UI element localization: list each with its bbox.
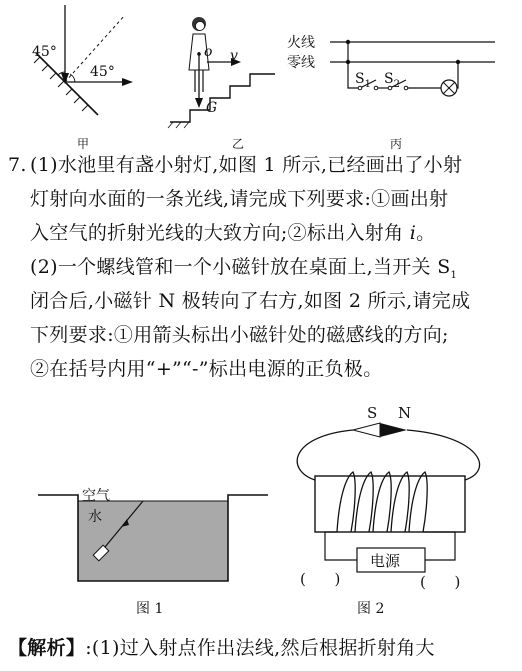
caption-yi: 乙: [232, 137, 245, 151]
figure-2-left-paren: ( ): [300, 570, 341, 588]
bing-live-wire-label: 火线: [287, 35, 315, 51]
figure-jia: [30, 5, 180, 115]
jia-angle1: 45°: [32, 44, 57, 60]
question-line-4: (2)一个螺线管和一个小磁针放在桌面上,当开关 $S_1$: [30, 256, 458, 281]
figure-yi: [165, 12, 295, 132]
figure-2-s-label: S: [367, 404, 378, 422]
analysis-text: :(1)过入射点作出法线,然后根据折射角大: [85, 637, 435, 659]
figure-2-caption: 图 2: [357, 601, 385, 617]
figure-1-water-label: 水: [88, 509, 102, 525]
caption-jia: 甲: [77, 137, 90, 151]
bing-neutral-wire-label: 零线: [287, 55, 315, 71]
figure-bing: [330, 30, 500, 110]
question-line-5: 闭合后,小磁针 N 极转向了右方,如图 2 所示,请完成: [30, 290, 471, 312]
figure-2-right-paren: ( ): [420, 573, 461, 591]
yi-g-label: G: [206, 100, 218, 116]
figure-1-caption: 图 1: [136, 601, 164, 617]
figure-2-power-label: 电源: [370, 552, 401, 570]
figure-1-air-label: 空气: [82, 488, 110, 504]
question-line-2: 灯射向水面的一条光线,请完成下列要求:①画出射: [30, 188, 449, 210]
figure-2-n-label: N: [398, 404, 412, 422]
yi-v-label: v: [230, 48, 238, 64]
question-number: 7.: [8, 154, 27, 176]
jia-angle2: 45°: [90, 64, 115, 80]
figure-1-pool: [35, 485, 275, 595]
question-line-3: 入空气的折射光线的大致方向;②标出入射角 i。: [30, 222, 436, 244]
bing-s1-label: $S_1$: [355, 71, 371, 90]
question-line-1: (1)水池里有盏小射灯,如图 1 所示,已经画出了小射: [30, 154, 463, 176]
bing-s2-label: $S_2$: [384, 71, 400, 90]
analysis-line: [8, 632, 435, 664]
analysis-tag: 【解析】: [8, 637, 86, 659]
question-line-7: ②在括号内用“+”“-”标出电源的正负极。: [30, 358, 383, 380]
yi-o-label: o: [204, 44, 213, 60]
question-line-6: 下列要求:①用箭头标出小磁针处的磁感线的方向;: [30, 324, 449, 346]
caption-bing: 丙: [390, 137, 403, 151]
